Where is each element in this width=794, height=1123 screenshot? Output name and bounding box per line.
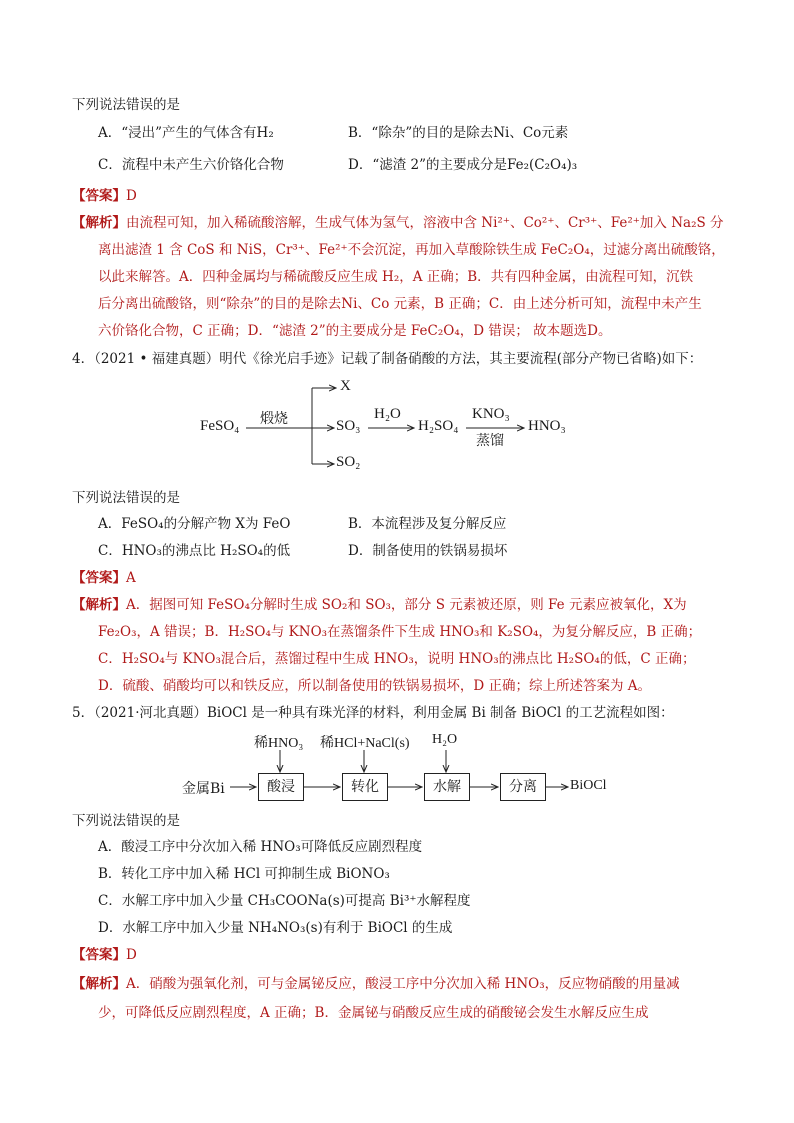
- q5-option-d: D．水解工序中加入少量 NH₄NO₃(s)有利于 BiOCl 的生成: [98, 920, 453, 936]
- q3-stem: 下列说法错误的是: [72, 97, 180, 113]
- q5-box-acid-leach: 酸浸: [258, 773, 304, 801]
- q5-header: 5．（2021·河北真题）BiOCl 是一种具有珠光泽的材料，利用金属 Bi 制备 BiOCl 的工艺流程如图：: [72, 705, 674, 721]
- q3-analysis-line-2: 离出滤渣 1 含 CoS 和 NiS，Cr³⁺、Fe²⁺不会沉淀，再加入草酸除铁生成 FeC₂O₄，过滤分离出硫酸铬，: [98, 242, 725, 258]
- q4-distill-label: 蒸馏: [476, 433, 504, 449]
- q5-input-h2o: H₂O: [432, 732, 458, 747]
- q5-option-c: C．水解工序中加入少量 CH₃COONa(s)可提高 Bi³⁺水解程度: [98, 893, 471, 909]
- q4-answer-tag: 【答案】: [72, 570, 126, 586]
- q3-answer-tag: 【答案】: [72, 188, 126, 204]
- q3-option-a: A．“浸出”产生的气体含有H₂: [98, 125, 274, 141]
- q4-h2o: H₂O: [374, 406, 401, 422]
- q3-analysis-line-3: 以此来解答。A．四种金属均与稀硫酸反应生成 H₂，A 正确；B．共有四种金属，由流程可知，沉铁: [98, 269, 694, 285]
- q4-answer-row: [72, 569, 136, 587]
- q3-analysis-text: 由流程可知，加入稀硫酸溶解，生成气体为氢气，溶液中含 Ni²⁺、Co²⁺、Cr³⁺、Fe²⁺加入 Na₂S 分: [126, 215, 724, 231]
- q5-input-hno3: 稀HNO₃: [254, 736, 304, 751]
- q4-x: X: [340, 378, 351, 394]
- q4-so2: SO₂: [336, 454, 361, 470]
- q5-option-a: A．酸浸工序中分次加入稀 HNO₃可降低反应剧烈程度: [98, 839, 423, 855]
- q5-end-biocl: BiOCl: [570, 778, 607, 793]
- q4-option-d: D．制备使用的铁锅易损坏: [348, 543, 508, 559]
- q4-hno3: HNO₃: [528, 418, 566, 434]
- q4-analysis-tag: 【解析】: [72, 597, 126, 613]
- q4-flow-diagram: [200, 376, 600, 480]
- q5-box-separate: 分离: [500, 773, 546, 801]
- q4-answer: A: [126, 570, 136, 586]
- q3-option-c: C．流程中未产生六价铬化合物: [98, 157, 284, 173]
- q4-so3: SO₃: [336, 418, 361, 434]
- q4-analysis-line-1: [72, 596, 687, 614]
- q5-box-hydrolysis: 水解: [424, 773, 470, 801]
- q4-option-b: B．本流程涉及复分解反应: [348, 516, 507, 532]
- q5-flow-diagram: [180, 730, 620, 804]
- q5-answer: D: [126, 947, 137, 963]
- q4-analysis-line-3: C．H₂SO₄与 KNO₃混合后，蒸馏过程中生成 HNO₃，说明 HNO₃的沸点比 H₂SO₄的低，C 正确；: [98, 651, 696, 667]
- q5-option-b: B．转化工序中加入稀 HCl 可抑制生成 BiONO₃: [98, 866, 390, 882]
- q4-header: 4．（2021 • 福建真题）明代《徐光启手迹》记载了制备硝酸的方法，其主要流程(部分产物已省略)如下：: [72, 351, 703, 367]
- q4-option-a: A．FeSO₄的分解产物 X为 FeO: [98, 516, 291, 532]
- q5-box-convert: 转化: [342, 773, 388, 801]
- q5-input-hcl-nacl: 稀HCl+NaCl(s): [320, 736, 410, 751]
- q4-analysis-line-4: D．硫酸、硝酸均可以和铁反应，所以制备使用的铁锅易损坏，D 正确；综上所述答案为 A。: [98, 678, 651, 694]
- q3-analysis-line-4: 后分离出硫酸铬，则“除杂”的目的是除去Ni、Co 元素，B 正确；C．由上述分析可知，流程中未产生: [98, 296, 702, 312]
- q4-analysis-text: A．据图可知 FeSO₄分解时生成 SO₂和 SO₃，部分 S 元素被还原，则 Fe 元素应被氧化，X为: [126, 597, 687, 613]
- q5-analysis-line-2: 少，可降低反应剧烈程度，A 正确；B．金属铋与硝酸反应生成的硝酸铋会发生水解反应生成: [98, 1005, 649, 1021]
- q3-answer-row: [72, 187, 137, 205]
- q3-analysis-line-5: 六价铬化合物，C 正确；D．“滤渣 2”的主要成分是 FeC₂O₄，D 错误； 故本题选D。: [98, 323, 612, 339]
- q4-h2so4: H₂SO₄: [418, 418, 459, 434]
- q3-option-b: B．“除杂”的目的是除去Ni、Co元素: [348, 125, 569, 141]
- q5-answer-tag: 【答案】: [72, 947, 126, 963]
- q5-start-bi: 金属Bi: [182, 781, 225, 797]
- q4-kno3: KNO₃: [472, 406, 510, 422]
- q4-feso4: FeSO₄: [200, 418, 240, 434]
- q3-answer: D: [126, 188, 137, 204]
- q5-stem: 下列说法错误的是: [72, 813, 180, 829]
- q3-analysis-tag: 【解析】: [72, 215, 126, 231]
- q5-analysis-tag: 【解析】: [72, 976, 126, 992]
- q4-stem: 下列说法错误的是: [72, 490, 180, 506]
- q4-calcine-label: 煅烧: [260, 411, 288, 427]
- q5-analysis-line-1: [72, 975, 680, 993]
- q3-option-d: D．“滤渣 2”的主要成分是Fe₂(C₂O₄)₃: [348, 157, 578, 173]
- q3-analysis-line-1: [72, 214, 724, 232]
- q4-analysis-line-2: Fe₂O₃，A 错误；B．H₂SO₄与 KNO₃在蒸馏条件下生成 HNO₃和 K₂SO₄，为复分解反应，B 正确；: [98, 624, 702, 640]
- q5-analysis-text: A．硝酸为强氧化剂，可与金属铋反应，酸浸工序中分次加入稀 HNO₃，反应物硝酸的用量减: [126, 976, 680, 992]
- q5-answer-row: [72, 946, 137, 964]
- q4-option-c: C．HNO₃的沸点比 H₂SO₄的低: [98, 543, 291, 559]
